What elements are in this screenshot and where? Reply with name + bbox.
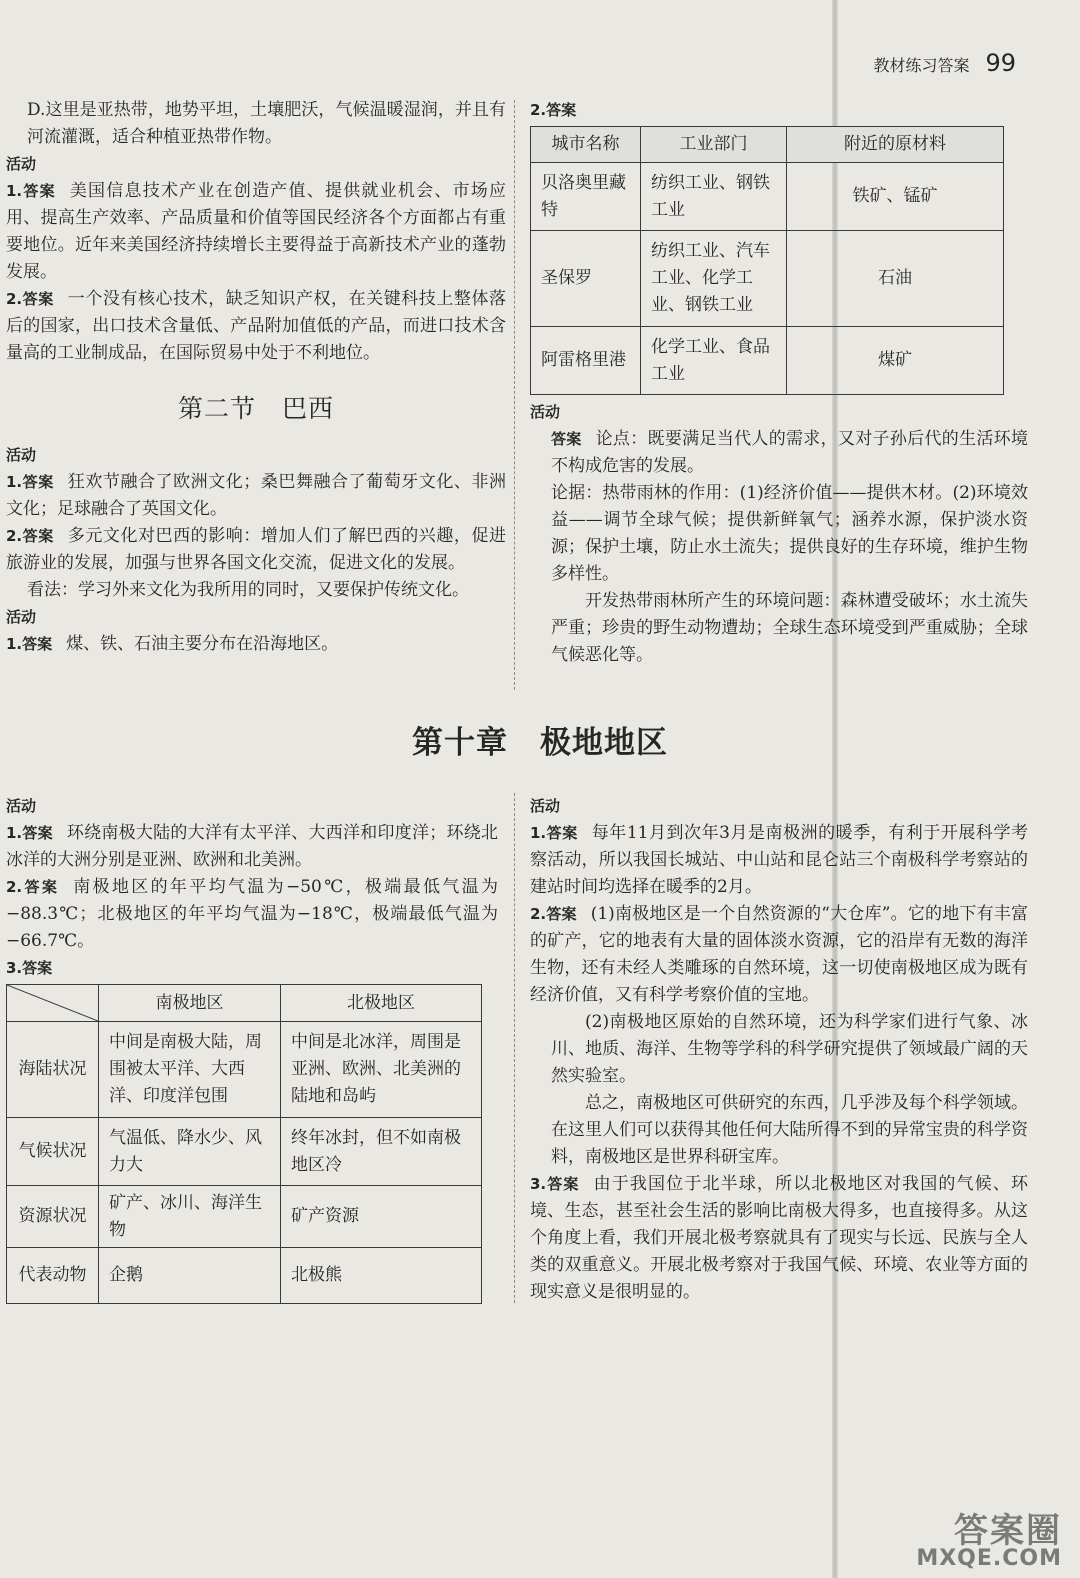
table-row xyxy=(531,231,1004,327)
table-header-cell: 北极地区 xyxy=(281,985,482,1022)
answer-3 xyxy=(530,1171,1028,1306)
table-cell: 化学工业、食品工业 xyxy=(641,327,787,395)
top-left-column xyxy=(6,97,506,658)
activity-heading: 活动 xyxy=(6,797,37,815)
answer-text: 煤、铁、石油主要分布在沿海地区。 xyxy=(66,634,339,654)
answer-text: 美国信息技术产业在创造产值、提供就业机会、市场应用、提高生产效率、产品质量和价值等国民经济各个方面都占有重要地位。近年来美国经济持续增长主要得益于高新技术产业的蓬勃发展。 xyxy=(6,181,506,282)
table-header-row xyxy=(7,985,482,1022)
table-cell: 终年冰封，但不如南极地区冷 xyxy=(281,1118,482,1186)
table-row xyxy=(7,1118,482,1186)
watermark-url: MXQE.COM xyxy=(916,1546,1062,1571)
option-d-text: D.这里是亚热带，地势平坦，土壤肥沃，气候温暖湿润，并且有河流灌溉，适合种植亚热带作物。 xyxy=(27,100,506,147)
watermark-text: 答案圈 xyxy=(954,1511,1062,1551)
answer-1 xyxy=(530,820,1028,901)
answer-label: 1.答案 xyxy=(6,473,54,491)
header-section-title: 教材练习答案 xyxy=(873,56,970,75)
answer-text: 狂欢节融合了欧洲文化；桑巴舞融合了葡萄牙文化、非洲文化；足球融合了英国文化。 xyxy=(6,472,507,519)
table-cell: 气温低、降水少、风力大 xyxy=(99,1118,281,1186)
table-cell: 矿产、冰川、海洋生物 xyxy=(99,1186,281,1248)
answer-1 xyxy=(6,469,506,523)
table-cell: 中间是北冰洋，周围是亚洲、欧洲、北美洲的陆地和岛屿 xyxy=(281,1022,482,1118)
view-text: 看法：学习外来文化为我所用的同时，又要保护传统文化。 xyxy=(27,580,469,600)
answer-text: 每年11月到次年3月是南极洲的暖季，有利于开展科学考察活动，所以我国长城站、中山站和昆仑站三个南极科学考察站的建站时间均选择在暖季的2月。 xyxy=(530,823,1029,897)
page-number: 99 xyxy=(985,49,1016,77)
table-header-cell: 城市名称 xyxy=(531,127,641,163)
table-row-header: 气候状况 xyxy=(7,1118,99,1186)
answer-1 xyxy=(6,820,498,874)
answer-2 xyxy=(6,286,506,367)
top-right-column xyxy=(530,97,1028,669)
site-watermark-logo xyxy=(916,1511,1062,1572)
table-cell: 铁矿、锰矿 xyxy=(787,163,1004,231)
table-row xyxy=(7,1248,482,1304)
answer-label: 3.答案 xyxy=(530,1175,580,1193)
table-cell: 纺织工业、汽车工业、化学工业、钢铁工业 xyxy=(641,231,787,327)
answer-text: 多元文化对巴西的影响：增加人们了解巴西的兴趣，促进旅游业的发展，加强与世界各国文化交流，促进文化的发展。 xyxy=(6,526,507,573)
activity-heading: 活动 xyxy=(6,155,37,173)
table-cell: 纺织工业、钢铁工业 xyxy=(641,163,787,231)
column-divider-bottom xyxy=(514,793,515,1303)
chapter-title: 第十章 极地地区 xyxy=(412,725,668,761)
industry-table xyxy=(530,126,1004,395)
column-divider-top xyxy=(514,100,515,690)
table-cell: 北极熊 xyxy=(281,1248,482,1304)
answer-paragraph: 论据：热带雨林的作用：(1)经济价值——提供木材。(2)环境效益——调节全球气候；提供新鲜氧气；涵养水源，保护淡水资源；保护土壤，防止水土流失；提供良好的生存环境，维护生物多样性。 xyxy=(551,483,1028,584)
answer-label: 3.答案 xyxy=(6,959,53,977)
table-cell: 阿雷格里港 xyxy=(531,327,641,395)
table-cell: 矿产资源 xyxy=(281,1186,482,1248)
answer-label: 2.答案 xyxy=(6,290,54,308)
answer-label: 1.答案 xyxy=(6,635,53,653)
answer-label: 1.答案 xyxy=(6,824,53,842)
answer-2 xyxy=(530,901,1028,1009)
table-header-cell: 工业部门 xyxy=(641,127,787,163)
table-row xyxy=(531,327,1004,395)
bottom-left-column xyxy=(6,793,498,1304)
answer-text: 论点：既要满足当代人的需求，又对子孙后代的生活环境不构成危害的发展。 xyxy=(551,429,1028,476)
table-row-header: 海陆状况 xyxy=(7,1022,99,1118)
table-row xyxy=(7,1022,482,1118)
activity-heading: 活动 xyxy=(530,797,561,815)
answer-label: 2.答案 xyxy=(6,878,60,896)
answer-label: 2.答案 xyxy=(530,101,577,119)
answer-paragraph: 开发热带雨林所产生的环境问题：森林遭受破坏；水土流失严重；珍贵的野生动物遭劫；全球生态环境受到严重威胁；全球气候恶化等。 xyxy=(551,591,1028,665)
answer-text: 南极地区的年平均气温为−50℃，极端最低气温为−88.3℃；北极地区的年平均气温为−18℃，极端最低气温为−66.7℃。 xyxy=(6,877,498,951)
answer-paragraph: 总之，南极地区可供研究的东西，几乎涉及每个科学领域。在这里人们可以获得其他任何大陆所得不到的异常宝贵的科学资料，南极地区是世界科研宝库。 xyxy=(551,1093,1028,1167)
table-header-cell: 南极地区 xyxy=(99,985,281,1022)
activity-heading: 活动 xyxy=(530,403,561,421)
answer-label: 2.答案 xyxy=(530,905,577,923)
table-cell: 贝洛奥里藏特 xyxy=(531,163,641,231)
answer-label: 1.答案 xyxy=(6,182,56,200)
table-header-cell: 附近的原材料 xyxy=(787,127,1004,163)
answer-paragraph: (2)南极地区原始的自然环境，还为科学家们进行气象、冰川、地质、海洋、生物等学科的科学研究提供了领域最广阔的天然实验室。 xyxy=(551,1012,1028,1086)
answer-label: 2.答案 xyxy=(6,527,54,545)
answer-label: 答案 xyxy=(551,430,582,448)
answer-1 xyxy=(6,631,506,658)
page-header xyxy=(873,50,1016,79)
answer-1 xyxy=(6,178,506,286)
table-row xyxy=(531,163,1004,231)
answer-text: 一个没有核心技术，缺乏知识产权，在关键科技上整体落后的国家，出口技术含量低、产品附加值低的产品，而进口技术含量高的工业制成品，在国际贸易中处于不利地位。 xyxy=(6,289,507,363)
answer-label: 1.答案 xyxy=(530,824,578,842)
activity-heading: 活动 xyxy=(6,608,37,626)
answer-paragraph xyxy=(530,426,1028,480)
answer-text: 由于我国位于北半球，所以北极地区对我国的气候、环境、生态，甚至社会生活的影响比南极大得多，也直接得多。从这个角度上看，我们开展北极考察就具有了现实与长远、民族与全人类的双重意义。开展北极考察对于我国气候、环境、农业等方面的现实意义是很明显的。 xyxy=(530,1174,1029,1302)
table-cell: 石油 xyxy=(787,231,1004,327)
answer-2 xyxy=(6,874,498,955)
table-cell: 圣保罗 xyxy=(531,231,641,327)
section-title: 第二节 巴西 xyxy=(177,394,334,423)
answer-text: (1)南极地区是一个自然资源的“大仓库”。它的地下有丰富的矿产，它的地表有大量的固体淡水资源，它的沿岸有无数的海洋生物，还有未经人类雕琢的自然环境，这一切使南极地区成为既有经济价值，又有科学考察价值的宝地。 xyxy=(530,904,1028,1005)
answer-2 xyxy=(6,523,506,577)
polar-comparison-table xyxy=(6,984,482,1304)
table-row-header: 代表动物 xyxy=(7,1248,99,1304)
bottom-right-column xyxy=(530,793,1028,1306)
table-cell: 企鹅 xyxy=(99,1248,281,1304)
table-cell: 煤矿 xyxy=(787,327,1004,395)
diagonal-header-cell xyxy=(7,985,99,1022)
table-cell: 中间是南极大陆，周围被太平洋、大西洋、印度洋包围 xyxy=(99,1022,281,1118)
activity-heading: 活动 xyxy=(6,446,37,464)
table-row xyxy=(7,1186,482,1248)
table-header-row xyxy=(531,127,1004,163)
table-row-header: 资源状况 xyxy=(7,1186,99,1248)
answer-text: 环绕南极大陆的大洋有太平洋、大西洋和印度洋；环绕北冰洋的大洲分别是亚洲、欧洲和北美洲。 xyxy=(6,823,499,870)
